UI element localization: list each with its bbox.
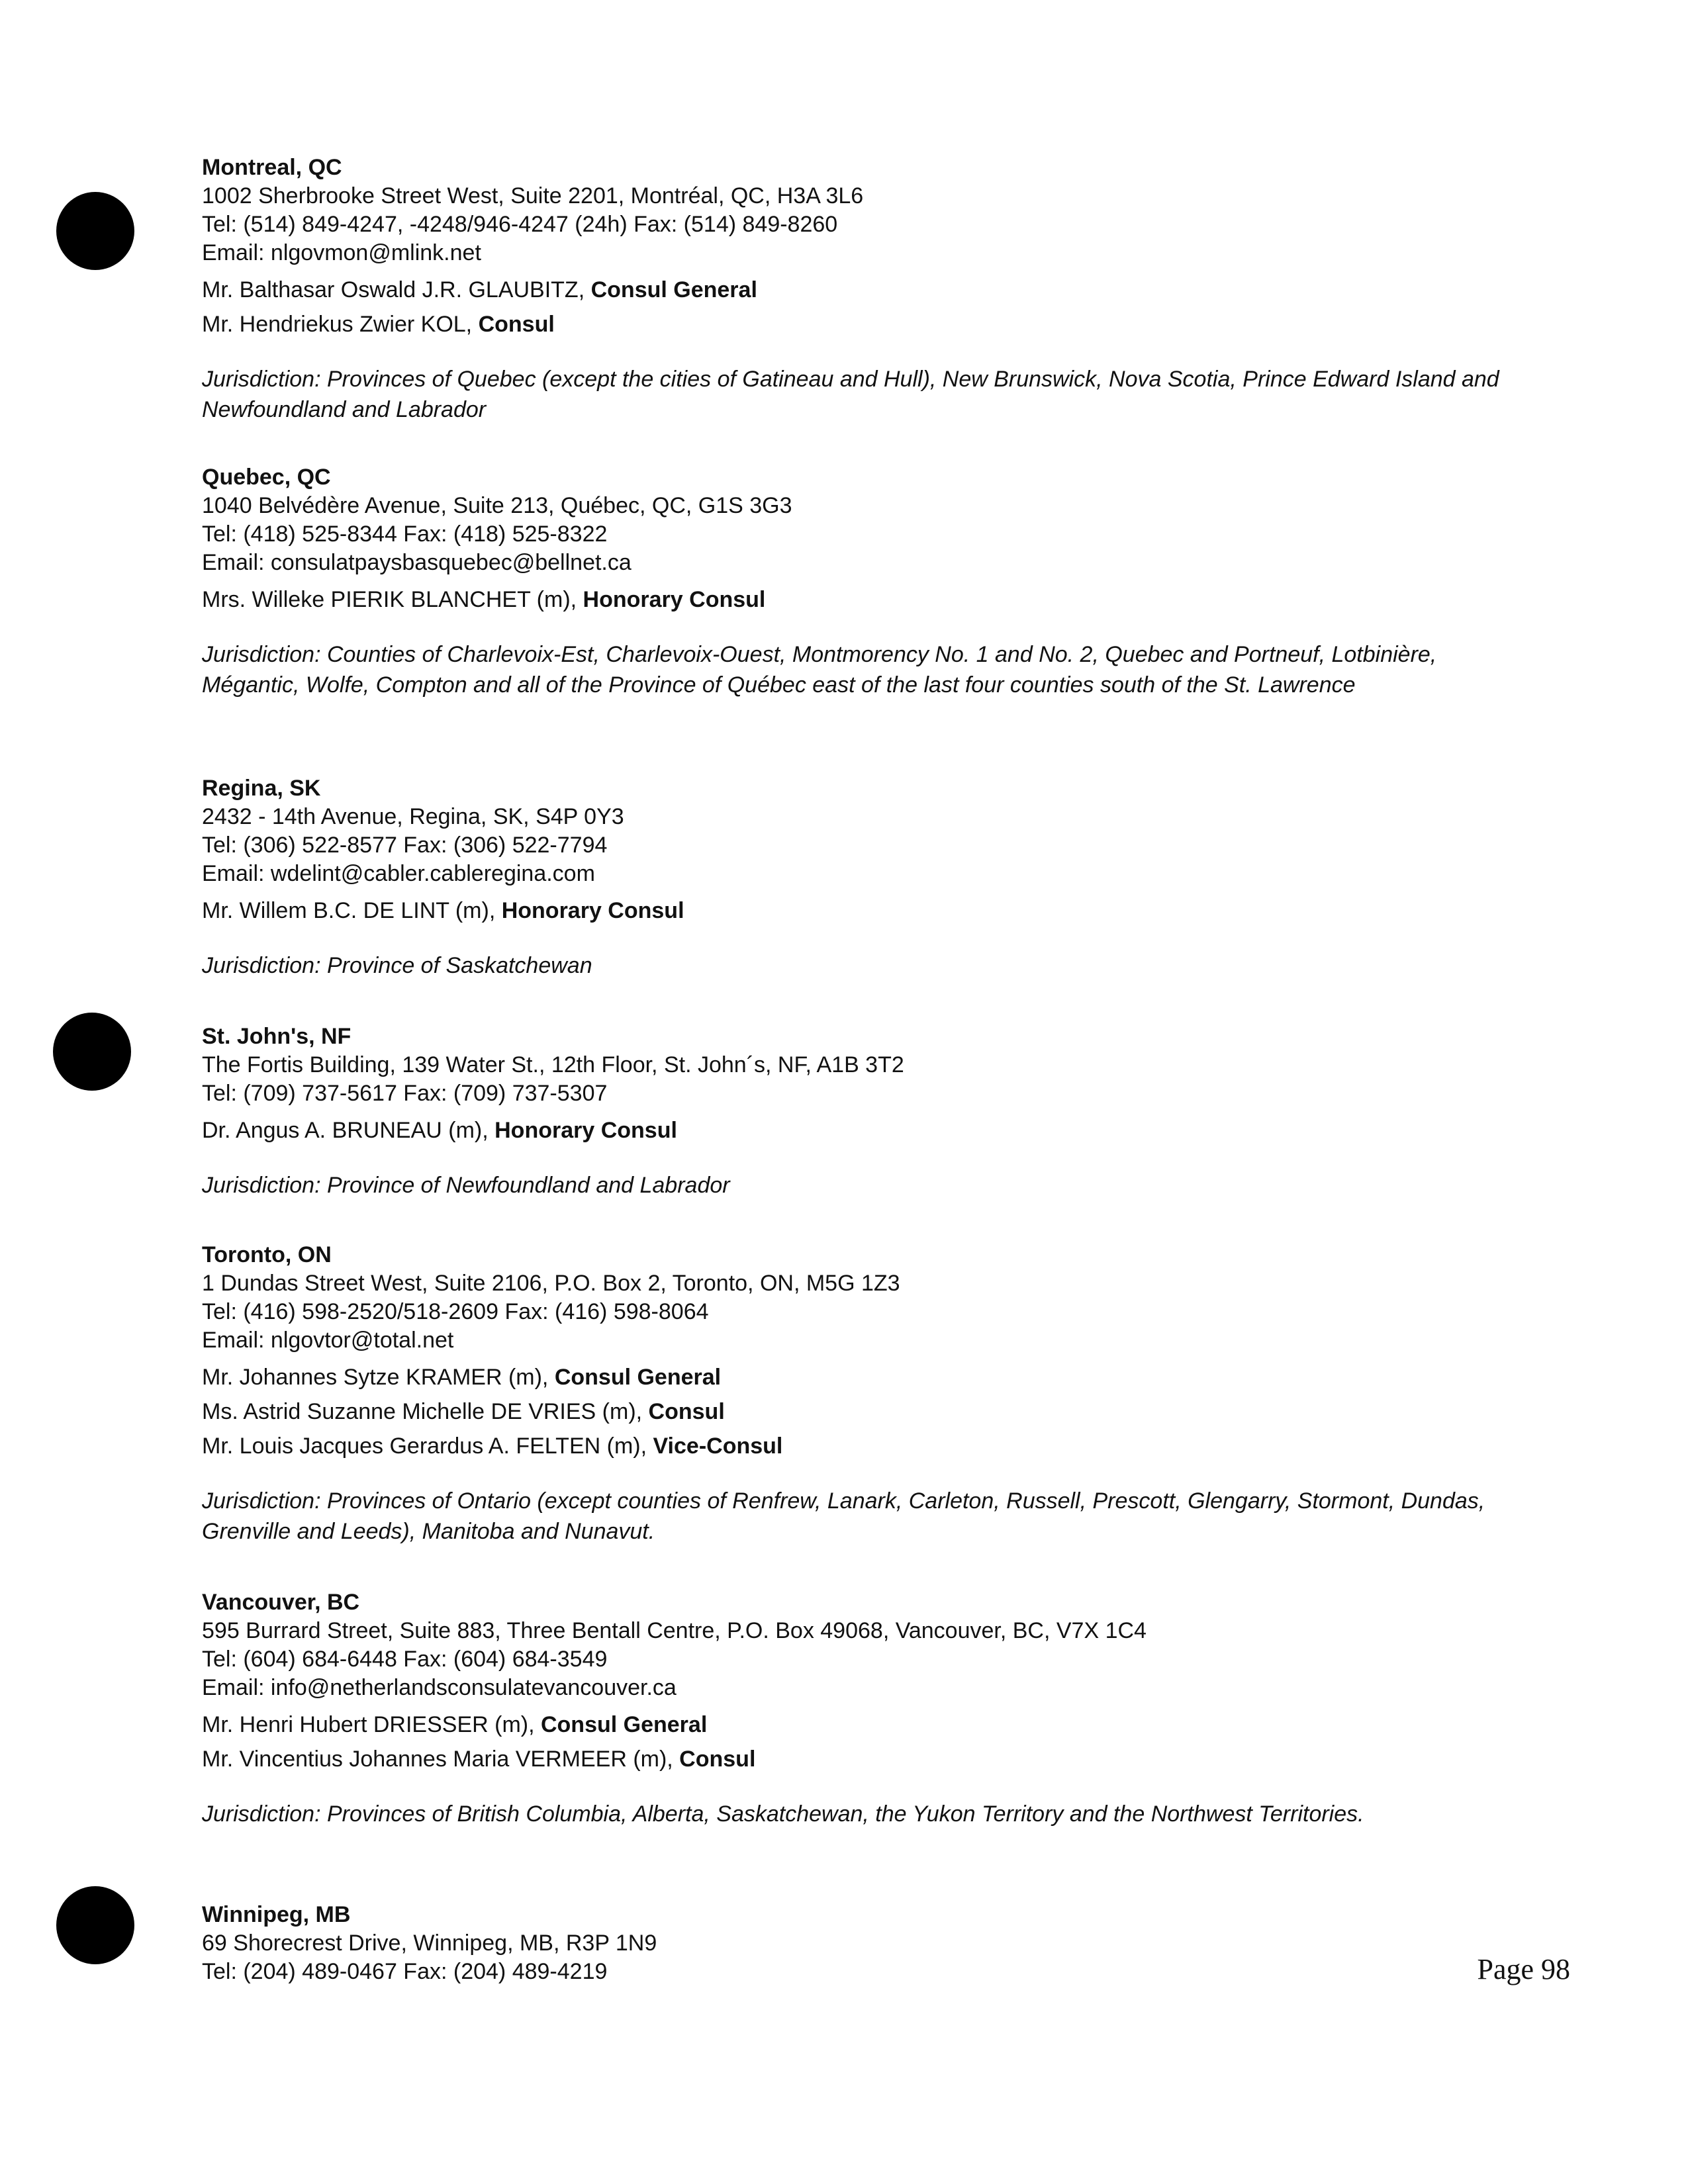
official-name: Mr. Willem B.C. DE LINT (m), xyxy=(202,898,502,923)
consulate-entry-winnipeg xyxy=(202,1901,1539,1986)
official-name: Mr. Johannes Sytze KRAMER (m), xyxy=(202,1365,555,1390)
official-name: Ms. Astrid Suzanne Michelle DE VRIES (m), xyxy=(202,1399,649,1424)
phone-fax: Tel: (709) 737-5617 Fax: (709) 737-5307 xyxy=(202,1081,608,1106)
jurisdiction: Jurisdiction: Province of Newfoundland and Labrador xyxy=(202,1173,730,1198)
official xyxy=(202,1360,1539,1394)
jurisdiction: Jurisdiction: Provinces of Ontario (except counties of Renfrew, Lanark, Carleton, Russell, Prescott, Glengarry, Stormont, Dundas, Grenville and Leeds), Manitoba and Nunavut. xyxy=(202,1488,1485,1544)
official xyxy=(202,582,1539,617)
consulate-entry-regina xyxy=(202,774,1539,981)
consulate-entry-vancouver xyxy=(202,1588,1539,1829)
phone-fax: Tel: (514) 849-4247, -4248/946-4247 (24h) Fax: (514) 849-8260 xyxy=(202,212,838,237)
official-title: Consul General xyxy=(540,1712,708,1737)
address: 1002 Sherbrooke Street West, Suite 2201, Montréal, QC, H3A 3L6 xyxy=(202,183,864,208)
phone-fax: Tel: (306) 522-8577 Fax: (306) 522-7794 xyxy=(202,833,608,858)
consulate-entry-toronto xyxy=(202,1241,1539,1547)
official-name: Mr. Hendriekus Zwier KOL, xyxy=(202,312,479,337)
city-heading: Montreal, QC xyxy=(202,155,342,180)
page-number: Page 98 xyxy=(1477,1953,1570,1985)
official-title: Honorary Consul xyxy=(501,898,684,923)
jurisdiction: Jurisdiction: Province of Saskatchewan xyxy=(202,953,592,978)
officials-list xyxy=(202,893,1539,928)
city-heading: Winnipeg, MB xyxy=(202,1902,351,1927)
city-heading: St. John's, NF xyxy=(202,1024,352,1049)
phone-fax: Tel: (604) 684-6448 Fax: (604) 684-3549 xyxy=(202,1647,608,1672)
jurisdiction: Jurisdiction: Provinces of British Columbia, Alberta, Saskatchewan, the Yukon Territory and the Northwest Territories. xyxy=(202,1801,1364,1827)
email: Email: info@netherlandsconsulatevancouver.ca xyxy=(202,1675,677,1700)
official-name: Mr. Vincentius Johannes Maria VERMEER (m), xyxy=(202,1747,680,1772)
official xyxy=(202,1429,1539,1463)
punch-hole-middle xyxy=(53,1013,131,1091)
address: The Fortis Building, 139 Water St., 12th Floor, St. John´s, NF, A1B 3T2 xyxy=(202,1052,904,1077)
jurisdiction: Jurisdiction: Provinces of Quebec (except the cities of Gatineau and Hull), New Brunswick, Nova Scotia, Prince Edward Island and Newfoundland and Labrador xyxy=(202,367,1499,422)
official xyxy=(202,1113,1539,1148)
official-title: Honorary Consul xyxy=(583,587,766,612)
email: Email: wdelint@cabler.cableregina.com xyxy=(202,861,595,886)
official-title: Consul General xyxy=(590,277,757,302)
consulate-entry-st-johns xyxy=(202,1023,1539,1201)
address: 1 Dundas Street West, Suite 2106, P.O. Box 2, Toronto, ON, M5G 1Z3 xyxy=(202,1271,900,1296)
officials-list xyxy=(202,273,1539,341)
phone-fax: Tel: (416) 598-2520/518-2609 Fax: (416) 598-8064 xyxy=(202,1299,709,1324)
official xyxy=(202,893,1539,928)
officials-list xyxy=(202,582,1539,617)
official-title: Consul xyxy=(478,312,555,337)
official-title: Consul xyxy=(648,1399,725,1424)
official xyxy=(202,307,1539,341)
official-name: Mrs. Willeke PIERIK BLANCHET (m), xyxy=(202,587,583,612)
email: Email: consulatpaysbasquebec@bellnet.ca xyxy=(202,550,632,575)
jurisdiction: Jurisdiction: Counties of Charlevoix-Est, Charlevoix-Ouest, Montmorency No. 1 and No. 2, Quebec and Portneuf, Lotbinière, Mégantic, Wolfe, Compton and all of the Province of Québec east of the last four counties south of the St. Lawrence xyxy=(202,642,1437,698)
official xyxy=(202,1707,1539,1742)
punch-hole-bottom xyxy=(56,1886,134,1964)
official-title: Honorary Consul xyxy=(494,1118,677,1143)
official-title: Consul General xyxy=(554,1365,722,1390)
phone-fax: Tel: (418) 525-8344 Fax: (418) 525-8322 xyxy=(202,522,608,547)
email: Email: nlgovtor@total.net xyxy=(202,1328,454,1353)
address: 2432 - 14th Avenue, Regina, SK, S4P 0Y3 xyxy=(202,804,624,829)
official xyxy=(202,1394,1539,1429)
official xyxy=(202,273,1539,307)
city-heading: Regina, SK xyxy=(202,776,321,801)
address: 595 Burrard Street, Suite 883, Three Bentall Centre, P.O. Box 49068, Vancouver, BC, V7X 1C4 xyxy=(202,1618,1147,1643)
official-name: Mr. Louis Jacques Gerardus A. FELTEN (m), xyxy=(202,1433,653,1459)
city-heading: Quebec, QC xyxy=(202,465,331,490)
city-heading: Toronto, ON xyxy=(202,1242,332,1267)
phone-fax: Tel: (204) 489-0467 Fax: (204) 489-4219 xyxy=(202,1959,608,1984)
consulate-entry-quebec xyxy=(202,463,1539,700)
official xyxy=(202,1742,1539,1776)
official-name: Mr. Henri Hubert DRIESSER (m), xyxy=(202,1712,541,1737)
official-title: Vice-Consul xyxy=(653,1433,783,1459)
officials-list xyxy=(202,1360,1539,1463)
city-heading: Vancouver, BC xyxy=(202,1590,360,1615)
address: 1040 Belvédère Avenue, Suite 213, Québec, QC, G1S 3G3 xyxy=(202,493,792,518)
consulate-entry-montreal xyxy=(202,154,1539,425)
officials-list xyxy=(202,1113,1539,1148)
punch-hole-top xyxy=(56,192,134,270)
officials-list xyxy=(202,1707,1539,1776)
official-name: Dr. Angus A. BRUNEAU (m), xyxy=(202,1118,495,1143)
email: Email: nlgovmon@mlink.net xyxy=(202,240,481,265)
official-name: Mr. Balthasar Oswald J.R. GLAUBITZ, xyxy=(202,277,591,302)
address: 69 Shorecrest Drive, Winnipeg, MB, R3P 1N9 xyxy=(202,1931,657,1956)
official-title: Consul xyxy=(679,1747,756,1772)
